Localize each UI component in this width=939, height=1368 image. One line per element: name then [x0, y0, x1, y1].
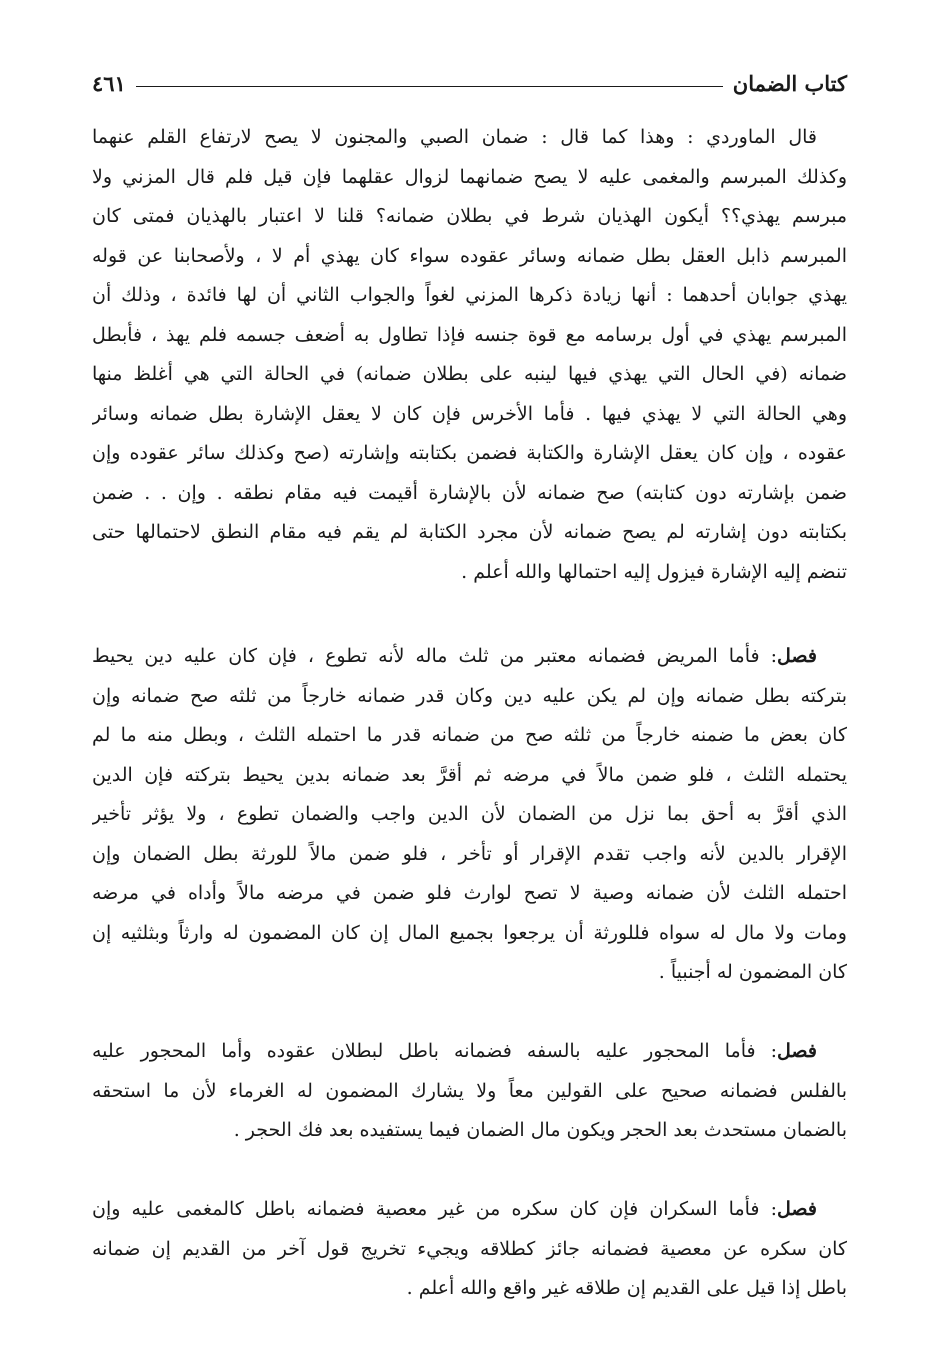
text-line: الإقرار بالدين لأنه واجب تقدم الإقرار أو تأخر ، فلو ضمن مالاً للورثة بطل الضمان وإن — [92, 842, 847, 865]
paragraph-4 — [92, 1190, 847, 1309]
text-line-with-heading — [92, 1032, 847, 1072]
text-line: ضمن بإشارته دون كتابته) صح ضمانه لأن بالإشارة أقيمت فيه مقام نطقه . وإن . . ضمن — [92, 481, 847, 504]
paragraph-1 — [92, 118, 847, 592]
page-number: ٤٦١ — [92, 70, 126, 96]
text-line: المبرسم ذابل العقل بطل ضمانه وسائر عقوده سواء كان يهذي أم لا ، ولأصحابنا عن قوله — [92, 244, 847, 267]
section-heading: فصل — [777, 645, 817, 667]
text-line-with-heading — [92, 1190, 847, 1230]
text-line: كان المضمون له أجنبياً . — [658, 961, 847, 983]
text-line: قال الماوردي : وهذا كما قال : ضمان الصبي والمجنون لا يصح لارتفاع القلم عنهما — [92, 126, 817, 148]
text-line: عقوده ، وإن كان يعقل الإشارة والكتابة فضمن بكتابته وإشارته (صح وكذلك سائر عقوده وإن — [92, 442, 847, 464]
text-line: ومات ولا مال له سواه فللورثة أن يرجعوا بجميع المال إن كان المضمون له وارثاً وبثلثيه إن — [92, 921, 847, 944]
text-line: مبرسم يهذي؟؟ أيكون الهذيان شرط في بطلان ضمانه؟ قلنا لا اعتبار بالهذيان فمتى كان — [92, 205, 847, 227]
text-line: : فأما المحجور عليه بالسفه فضمانه باطل لبطلان عقوده وأما المحجور عليه — [92, 1040, 778, 1062]
text-line: ضمانه (في الحال التي يهذي فيها لينبه على بطلان ضمانه) في الحالة التي هي أغلظ منها — [92, 363, 847, 385]
text-line: بالضمان مستحدث بعد الحجر ويكون مال الضمان فيما يستفيده بعد فك الحجر . — [233, 1119, 847, 1141]
text-line: : فأما المريض فضمانه معتبر من ثلث ماله لأنه تطوع ، فإن كان عليه دين يحيط — [92, 645, 778, 667]
text-line: احتمله الثلث لأن ضمانه وصية لا تصح لوارث فلو ضمن في مرضه مالاً وأداه في مرضه — [92, 882, 847, 904]
text-line: : فأما السكران فإن كان سكره من غير معصية فضمانه باطل كالمغمى عليه وإن — [92, 1198, 778, 1220]
text-line: يهذي جوابان أحدهما : أنها زيادة ذكرها المزني لغواً والجواب الثاني أن لها فائدة ، وذلك أن — [92, 284, 847, 306]
text-line: بكتابته دون إشارته لم يصح ضمانه لأن مجرد الكتابة لم يقم فيه مقام النطق لاحتمالها حتى — [92, 521, 847, 543]
text-line: كان بعض ما ضمنه خارجاً من ثلثه صح من ضمانه قدر ما احتمله الثلث ، وبطل منه ما لم — [92, 724, 847, 746]
text-line: باطل إذا قيل على القديم إن طلاقه غير واقع والله أعلم . — [406, 1277, 847, 1299]
text-line: كان سكره عن معصية فضمانه جائز كطلاقه ويجيء تخريج قول آخر من القديم إن ضمانه — [92, 1237, 847, 1260]
header-rule — [136, 86, 723, 87]
text-line: بتركته بطل ضمانه وإن لم يكن عليه دين وكان قدر ضمانه خارجاً من ثلثه صح ضمانه وإن — [92, 684, 847, 707]
text-line: وهي الحالة التي لا يهذي فيها . فأما الأخرس فإن كان لا يعقل الإشارة بطل ضمانه وسائر — [92, 402, 847, 425]
text-line: بالفلس فضمانه صحيح على القولين معاً ولا يشارك المضمون له الغرماء لأن ما استحقه — [92, 1079, 847, 1102]
section-heading: فصل — [777, 1198, 817, 1220]
chapter-title: كتاب الضمان — [732, 70, 847, 96]
text-line: الذي أقرَّ به أحق بما نزل من الضمان لأن الدين واجب والضمان تطوع ، ولا يؤثر تأخير — [92, 803, 847, 825]
running-header — [92, 66, 847, 100]
text-line: يحتمله الثلث ، فلو ضمن مالاً في مرضه ثم أقرَّ بعد ضمانه بدين يحيط بتركته فإن الدين — [92, 763, 847, 786]
paragraph-2 — [92, 637, 847, 993]
paragraph-3 — [92, 1032, 847, 1151]
text-line: المبرسم يهذي في أول برسامه مع قوة جنسه فإذا تطاول به أضعف جسمه فلم يهذ ، فأبطل — [92, 323, 847, 346]
text-line: وكذلك المبرسم والمغمى عليه لا يصح ضمانهما لزوال عقلهما فإن قيل فلم قال المزني ولا — [92, 165, 847, 188]
section-heading: فصل — [777, 1040, 817, 1062]
text-line-with-heading — [92, 637, 847, 677]
text-line: تنضم إليه الإشارة فيزول إليه احتمالها والله أعلم . — [461, 560, 847, 583]
